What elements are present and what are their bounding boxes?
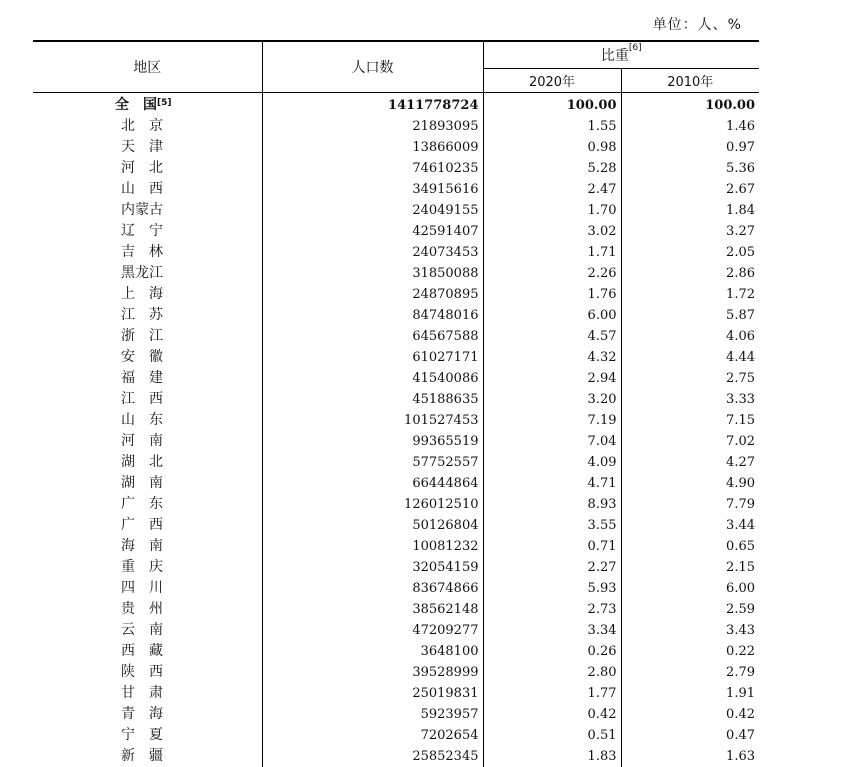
cell-ratio-2020: 2.94 <box>483 368 621 389</box>
cell-ratio-2010: 1.84 <box>621 200 759 221</box>
cell-population: 31850088 <box>262 263 483 284</box>
table-row <box>33 93 759 117</box>
cell-ratio-2020: 6.00 <box>483 305 621 326</box>
cell-region <box>33 641 262 662</box>
cell-ratio-2020: 2.27 <box>483 557 621 578</box>
cell-ratio-2010: 4.90 <box>621 473 759 494</box>
cell-region <box>33 200 262 221</box>
cell-ratio-2010: 2.05 <box>621 242 759 263</box>
region-name: 河 南 <box>121 433 163 449</box>
region-name: 新 疆 <box>121 748 163 764</box>
cell-ratio-2020: 3.02 <box>483 221 621 242</box>
cell-population: 24073453 <box>262 242 483 263</box>
region-name: 山 西 <box>121 181 163 197</box>
cell-region <box>33 662 262 683</box>
table-row <box>33 410 759 431</box>
cell-region <box>33 93 262 117</box>
region-name: 海 南 <box>121 538 163 554</box>
table-row <box>33 557 759 578</box>
cell-ratio-2010: 0.65 <box>621 536 759 557</box>
table-row <box>33 452 759 473</box>
region-name: 四 川 <box>121 580 163 596</box>
table-row <box>33 494 759 515</box>
cell-population: 42591407 <box>262 221 483 242</box>
population-table <box>33 40 759 767</box>
cell-ratio-2020: 0.98 <box>483 137 621 158</box>
region-name: 上 海 <box>121 286 163 302</box>
cell-population: 66444864 <box>262 473 483 494</box>
region-name: 宁 夏 <box>121 727 163 743</box>
table-row <box>33 515 759 536</box>
cell-ratio-2020: 1.71 <box>483 242 621 263</box>
cell-ratio-2020: 4.09 <box>483 452 621 473</box>
header-ratio-label: 比重 <box>601 48 629 64</box>
cell-ratio-2010: 0.47 <box>621 725 759 746</box>
region-name: 浙 江 <box>121 328 163 344</box>
cell-region <box>33 725 262 746</box>
cell-ratio-2020: 1.55 <box>483 116 621 137</box>
cell-ratio-2010: 3.43 <box>621 620 759 641</box>
cell-population: 1411778724 <box>262 93 483 117</box>
table-row <box>33 179 759 200</box>
cell-population: 24870895 <box>262 284 483 305</box>
region-name: 西 藏 <box>121 643 163 659</box>
region-name: 全 国 <box>115 97 157 113</box>
unit-label: 单位：人、% <box>653 14 742 34</box>
table-row <box>33 242 759 263</box>
region-name: 云 南 <box>121 622 163 638</box>
cell-ratio-2020: 5.93 <box>483 578 621 599</box>
region-note: [5] <box>157 98 172 108</box>
table-row <box>33 431 759 452</box>
cell-region <box>33 494 262 515</box>
cell-ratio-2020: 7.19 <box>483 410 621 431</box>
table-row <box>33 662 759 683</box>
cell-region <box>33 158 262 179</box>
cell-population: 45188635 <box>262 389 483 410</box>
cell-region <box>33 389 262 410</box>
cell-ratio-2010: 7.15 <box>621 410 759 431</box>
cell-population: 24049155 <box>262 200 483 221</box>
cell-population: 64567588 <box>262 326 483 347</box>
cell-ratio-2010: 2.67 <box>621 179 759 200</box>
cell-region <box>33 284 262 305</box>
cell-ratio-2020: 4.57 <box>483 326 621 347</box>
table-row <box>33 326 759 347</box>
cell-ratio-2010: 7.02 <box>621 431 759 452</box>
cell-population: 101527453 <box>262 410 483 431</box>
cell-ratio-2010: 4.44 <box>621 347 759 368</box>
header-region: 地区 <box>33 41 262 93</box>
region-name: 河 北 <box>121 160 163 176</box>
region-name: 江 苏 <box>121 307 163 323</box>
cell-ratio-2010: 1.72 <box>621 284 759 305</box>
cell-region <box>33 452 262 473</box>
region-name: 安 徽 <box>121 349 163 365</box>
cell-ratio-2020: 2.26 <box>483 263 621 284</box>
cell-region <box>33 368 262 389</box>
table-row <box>33 305 759 326</box>
cell-region <box>33 410 262 431</box>
cell-ratio-2010: 0.97 <box>621 137 759 158</box>
table-row <box>33 221 759 242</box>
table-row <box>33 137 759 158</box>
cell-population: 7202654 <box>262 725 483 746</box>
cell-ratio-2010: 3.44 <box>621 515 759 536</box>
region-name: 广 西 <box>121 517 163 533</box>
cell-population: 84748016 <box>262 305 483 326</box>
cell-ratio-2020: 4.32 <box>483 347 621 368</box>
cell-ratio-2020: 100.00 <box>483 93 621 117</box>
cell-ratio-2010: 1.63 <box>621 746 759 767</box>
region-name: 陕 西 <box>121 664 163 680</box>
cell-region <box>33 515 262 536</box>
cell-region <box>33 242 262 263</box>
cell-population: 25019831 <box>262 683 483 704</box>
cell-population: 99365519 <box>262 431 483 452</box>
cell-ratio-2020: 8.93 <box>483 494 621 515</box>
cell-population: 25852345 <box>262 746 483 767</box>
table-row <box>33 725 759 746</box>
table-row <box>33 263 759 284</box>
cell-population: 47209277 <box>262 620 483 641</box>
cell-ratio-2010: 6.00 <box>621 578 759 599</box>
cell-region <box>33 557 262 578</box>
cell-ratio-2020: 1.77 <box>483 683 621 704</box>
region-name: 天 津 <box>121 139 163 155</box>
cell-population: 38562148 <box>262 599 483 620</box>
region-name: 湖 北 <box>121 454 163 470</box>
cell-ratio-2010: 0.22 <box>621 641 759 662</box>
cell-ratio-2020: 7.04 <box>483 431 621 452</box>
cell-ratio-2010: 1.91 <box>621 683 759 704</box>
region-name: 青 海 <box>121 706 163 722</box>
table-row <box>33 704 759 725</box>
table-row <box>33 284 759 305</box>
cell-population: 21893095 <box>262 116 483 137</box>
cell-population: 61027171 <box>262 347 483 368</box>
header-ratio-note: [6] <box>629 43 642 53</box>
cell-ratio-2020: 0.42 <box>483 704 621 725</box>
cell-region <box>33 116 262 137</box>
cell-ratio-2010: 2.59 <box>621 599 759 620</box>
region-name: 江 西 <box>121 391 163 407</box>
cell-ratio-2020: 0.71 <box>483 536 621 557</box>
table-row <box>33 368 759 389</box>
cell-ratio-2010: 5.36 <box>621 158 759 179</box>
cell-region <box>33 137 262 158</box>
cell-ratio-2010: 1.46 <box>621 116 759 137</box>
cell-population: 10081232 <box>262 536 483 557</box>
region-name: 内蒙古 <box>121 202 163 218</box>
table-row <box>33 599 759 620</box>
cell-ratio-2010: 2.79 <box>621 662 759 683</box>
table-row <box>33 389 759 410</box>
cell-region <box>33 179 262 200</box>
cell-ratio-2020: 3.20 <box>483 389 621 410</box>
cell-ratio-2020: 1.70 <box>483 200 621 221</box>
cell-ratio-2020: 3.55 <box>483 515 621 536</box>
cell-population: 13866009 <box>262 137 483 158</box>
table-row <box>33 158 759 179</box>
table-row <box>33 620 759 641</box>
cell-population: 34915616 <box>262 179 483 200</box>
cell-population: 39528999 <box>262 662 483 683</box>
cell-population: 126012510 <box>262 494 483 515</box>
cell-region <box>33 263 262 284</box>
table-row <box>33 473 759 494</box>
cell-region <box>33 221 262 242</box>
cell-region <box>33 599 262 620</box>
cell-ratio-2010: 3.27 <box>621 221 759 242</box>
cell-ratio-2010: 4.06 <box>621 326 759 347</box>
cell-ratio-2020: 0.51 <box>483 725 621 746</box>
region-name: 吉 林 <box>121 244 163 260</box>
cell-region <box>33 620 262 641</box>
cell-ratio-2020: 1.76 <box>483 284 621 305</box>
cell-ratio-2020: 0.26 <box>483 641 621 662</box>
cell-ratio-2020: 2.47 <box>483 179 621 200</box>
table-body <box>33 93 759 767</box>
region-name: 贵 州 <box>121 601 163 617</box>
region-name: 广 东 <box>121 496 163 512</box>
cell-region <box>33 431 262 452</box>
table-row <box>33 578 759 599</box>
cell-ratio-2010: 2.86 <box>621 263 759 284</box>
region-name: 重 庆 <box>121 559 163 575</box>
cell-population: 3648100 <box>262 641 483 662</box>
cell-ratio-2010: 2.15 <box>621 557 759 578</box>
cell-population: 83674866 <box>262 578 483 599</box>
cell-population: 41540086 <box>262 368 483 389</box>
cell-population: 5923957 <box>262 704 483 725</box>
cell-population: 32054159 <box>262 557 483 578</box>
region-name: 山 东 <box>121 412 163 428</box>
table-row <box>33 116 759 137</box>
cell-ratio-2010: 4.27 <box>621 452 759 473</box>
cell-ratio-2020: 4.71 <box>483 473 621 494</box>
cell-region <box>33 683 262 704</box>
cell-ratio-2010: 0.42 <box>621 704 759 725</box>
cell-ratio-2010: 100.00 <box>621 93 759 117</box>
cell-region <box>33 326 262 347</box>
table-row <box>33 200 759 221</box>
cell-ratio-2020: 5.28 <box>483 158 621 179</box>
cell-region <box>33 746 262 767</box>
region-name: 湖 南 <box>121 475 163 491</box>
cell-region <box>33 578 262 599</box>
cell-region <box>33 536 262 557</box>
cell-population: 50126804 <box>262 515 483 536</box>
cell-ratio-2020: 3.34 <box>483 620 621 641</box>
cell-ratio-2010: 5.87 <box>621 305 759 326</box>
cell-ratio-2020: 2.80 <box>483 662 621 683</box>
header-population: 人口数 <box>262 41 483 93</box>
cell-region <box>33 305 262 326</box>
region-name: 北 京 <box>121 118 163 134</box>
cell-region <box>33 347 262 368</box>
header-year-2020: 2020年 <box>483 69 621 93</box>
header-year-2010: 2010年 <box>621 69 759 93</box>
region-name: 福 建 <box>121 370 163 386</box>
cell-population: 74610235 <box>262 158 483 179</box>
cell-population: 57752557 <box>262 452 483 473</box>
cell-region <box>33 473 262 494</box>
table-row <box>33 683 759 704</box>
cell-ratio-2010: 3.33 <box>621 389 759 410</box>
cell-ratio-2010: 2.75 <box>621 368 759 389</box>
table-row <box>33 347 759 368</box>
region-name: 辽 宁 <box>121 223 163 239</box>
header-ratio <box>483 41 759 69</box>
cell-ratio-2020: 1.83 <box>483 746 621 767</box>
table-row <box>33 641 759 662</box>
cell-ratio-2020: 2.73 <box>483 599 621 620</box>
table-header <box>33 41 759 93</box>
cell-region <box>33 704 262 725</box>
table-row <box>33 746 759 767</box>
cell-ratio-2010: 7.79 <box>621 494 759 515</box>
region-name: 黑龙江 <box>121 265 163 281</box>
table-row <box>33 536 759 557</box>
region-name: 甘 肃 <box>121 685 163 701</box>
